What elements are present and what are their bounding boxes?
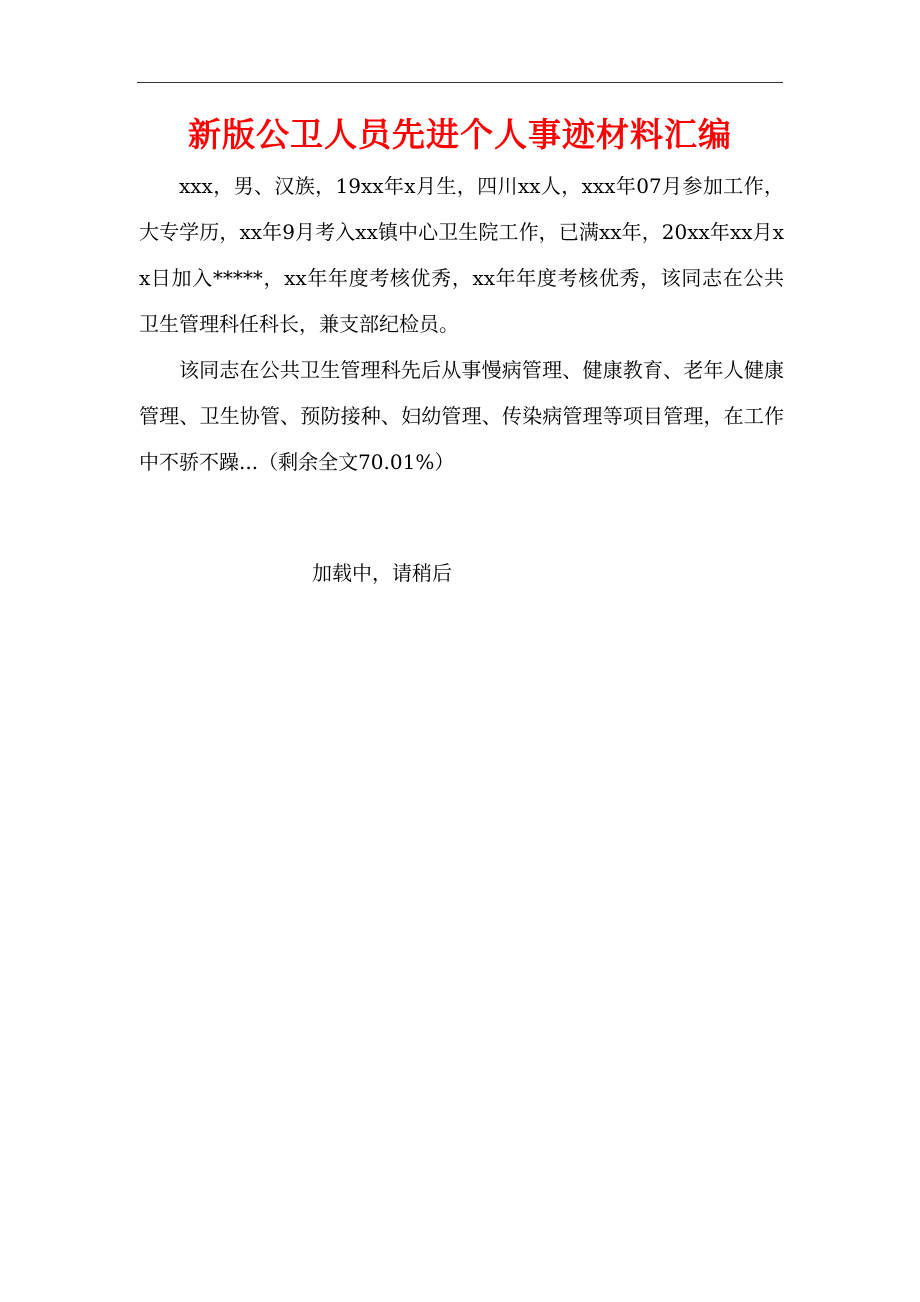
document-body [139, 163, 784, 485]
paragraph-work-duties: 该同志在公共卫生管理科先后从事慢病管理、健康教育、老年人健康管理、卫生协管、预防接种、妇幼管理、传染病管理等项目管理，在工作中不骄不躁...（剩余全文70.01%） [139, 358, 784, 474]
header-rule [137, 82, 783, 83]
loading-indicator-text: 加载中，请稍后 [312, 561, 452, 585]
paragraph-profile: xxx，男、汉族，19xx年x月生，四川xx人，xxx年07月参加工作，大专学历，xx年9月考入xx镇中心卫生院工作，已满xx年，20xx年xx月xx日加入*****，xx年年度考核优秀，xx年年度考核优秀，该同志在公共卫生管理科任科长，兼支部纪检员。 [139, 174, 784, 336]
document-title: 新版公卫人员先进个人事迹材料汇编 [188, 115, 732, 154]
